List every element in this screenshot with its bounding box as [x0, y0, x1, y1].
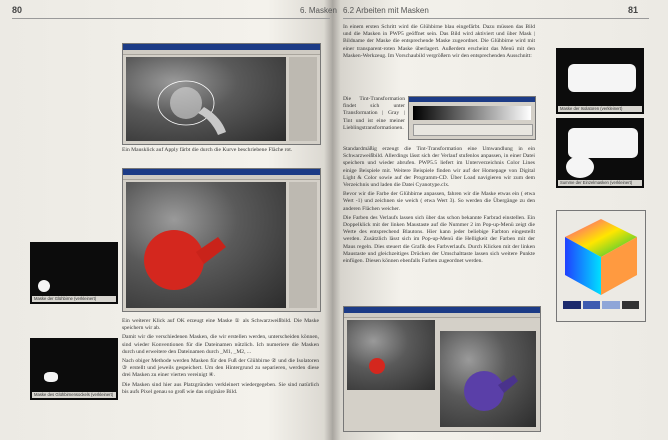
screenshot-mask-tool: [122, 43, 321, 145]
mask-shape-socket: [44, 372, 58, 382]
mask-shape-isolators: [568, 64, 636, 92]
left-paragraph-5: Die Masken sind hier aus Platzgründen verkleinert wiedergegeben. Sie sind natürlich bis aufs Pixel genau so groß wie das originäre Bild.: [122, 381, 319, 395]
color-swatch-row: [563, 301, 639, 309]
right-section-header: 6.2 Arbeiten mit Masken: [343, 6, 429, 15]
left-chapter-header: 6. Masken: [300, 6, 337, 15]
mask-thumbnail-isolators: [556, 48, 644, 114]
photo-lightbulb-preview: [126, 57, 286, 141]
mask-tool-panel: [289, 57, 317, 141]
mask-thumbnail-socket: [30, 338, 118, 400]
mask-shape-sum: [568, 128, 638, 158]
right-page-number: 81: [628, 5, 639, 15]
screenshot-red-mask: [122, 168, 321, 312]
mask-thumbnail-bulb: [30, 242, 118, 304]
left-paragraph-4: Nach obiger Methode werden Masken für den Fuß der Glühbirne ② und die Isolatoren ③ erstellt und jeweils gespeichert. Um den Hintergrund zu separieren, werden diese drei Masken zu einer vierten vereinigt ④.: [122, 358, 319, 379]
photo-purple-bulb: [440, 331, 536, 427]
color-cube-drawing: [563, 217, 639, 297]
right-body-text: [343, 146, 535, 267]
mask-shape-sum-bulb: [566, 156, 594, 178]
caption-mask-bulb: Maske der Glühbirne (verkleinert): [32, 296, 116, 302]
red-bulb-drawing: [126, 182, 286, 308]
right-paragraph-4: Bevor wir die Farbe der Glühbirne anpassen, fahren wir die Maske etwas ein ( etwa Wert -1) und zeichnen sie weich ( etwa Wert 3). So werden die Übergänge zu den anderen Flächen weicher.: [343, 191, 535, 212]
swatch-lightblue: [602, 301, 620, 309]
window-menu-bar: [123, 50, 320, 55]
mask-tool-panel-2: [289, 182, 317, 308]
right-header-rule: [343, 18, 649, 19]
swatch-navy: [563, 301, 581, 309]
left-paragraph-1: Ein Mausklick auf Apply färbt die durch die Kurve beschriebene Fläche rot.: [122, 147, 293, 153]
tint-controls: [413, 124, 533, 136]
screenshot-purple-bulb: [343, 306, 541, 432]
caption-mask-socket: Maske des Glühbirnensockels (verkleinert): [32, 392, 116, 398]
caption-mask-isolators: Maske der Isolatoren (verkleinert): [558, 106, 642, 112]
left-paragraph-3: Damit wir die verschiedenen Masken, die wir erstellen werden, unterscheiden können, sind wieder Konventionen für die Dateinamen nützlich. Ich numeriere die Masken durch und erweitere den Dateinamen durch _M1, _M2, ...: [122, 334, 319, 355]
left-page-number: 80: [12, 5, 23, 15]
right-paragraph-5: Die Farben des Verlaufs lassen sich über das schon bekannte Farbrad einstellen. Ein Doppelklick mit der linken Maustaste auf die Nummer 2 im Pop-up-Menü zeigt die Werte des entsprechend Blautons. Hier kann jeder beliebige Farbton eingestellt werden. Zusätzlich lässt sich im Pop-up-Menü die Helligkeit der Farben mit der Maus regeln. Dies steuert die Grafik des Farbverlaufs. Durch Klicken mit der linken Maustaste und gleichzeitiges Drücken der Umschalttaste lassen sich weitere Punkte einfügen. Diesen können ebenfalls Farben zugeordnet werden.: [343, 214, 535, 265]
right-paragraph-2: Die Tint-Transformation findet sich unter Transformation | Gray | Tint und ist eine meiner Lieblingstransformationen.: [343, 96, 405, 131]
caption-mask-sum: Summe der Einzelmasken (verkleinert): [558, 180, 642, 186]
small-preview-drawing: [347, 320, 435, 390]
purple-bulb-drawing: [440, 331, 536, 427]
swatch-dark: [622, 301, 640, 309]
swatch-blue: [583, 301, 601, 309]
left-header-rule: [12, 18, 330, 19]
color-cube: [563, 217, 639, 297]
tint-gradient-bar: [413, 106, 531, 120]
window-menu-bar-2: [123, 175, 320, 180]
photo-small-preview: [347, 320, 435, 390]
photo-red-bulb: [126, 182, 286, 308]
tint-dialog-title-bar: [409, 97, 535, 102]
right-paragraph-1: In einem ersten Schritt wird die Glühbirne blau eingefärbt. Dazu müssen das Bild und die Masken in PWP5 geöffnet sein. Das Bild wird aktiviert und über Mask | Bildname der Maske die entsprechende Maske zugeordnet. Die Glühbirne wird mit einer transparent-roten Maske überlagert. Außerdem erscheint das Menü mit den Masken-Werkzeug. Im Vorschaubild vergrößern wir den entsprechenden Ausschnitt:: [343, 24, 535, 59]
left-body-text: [122, 318, 319, 398]
color-picker-panel: [556, 210, 646, 322]
window-menu-bar-3: [344, 313, 540, 318]
left-paragraph-2: Ein weiterer Klick auf OK erzeugt eine Maske ① als Schwarzweißbild. Die Maske speichern wir ab.: [122, 318, 319, 332]
right-paragraph-3: Standardmäßig erzeugt die Tint-Transformation eine Umwandlung in ein Schwarzweißbild. Allerdings lässt sich der Verlauf stufenlos anpassen, in einer Datei speichern und wieder abrufen. PWP5.5 liefert im Unterverzeichnis Color Lines einige Beispiele mit. Weitere Beispiele finden wir auf der Homepage von Digital Light & Color sowie auf der Programm-CD. Über Load navigieren wir zum dem Verzeichnis und laden die Datei Cyanotype.clx.: [343, 146, 535, 189]
mask-thumbnail-sum: [556, 118, 644, 188]
mask-shape-bulb: [38, 280, 50, 292]
lightbulb-drawing: [126, 57, 286, 141]
tint-dialog: [408, 96, 536, 140]
